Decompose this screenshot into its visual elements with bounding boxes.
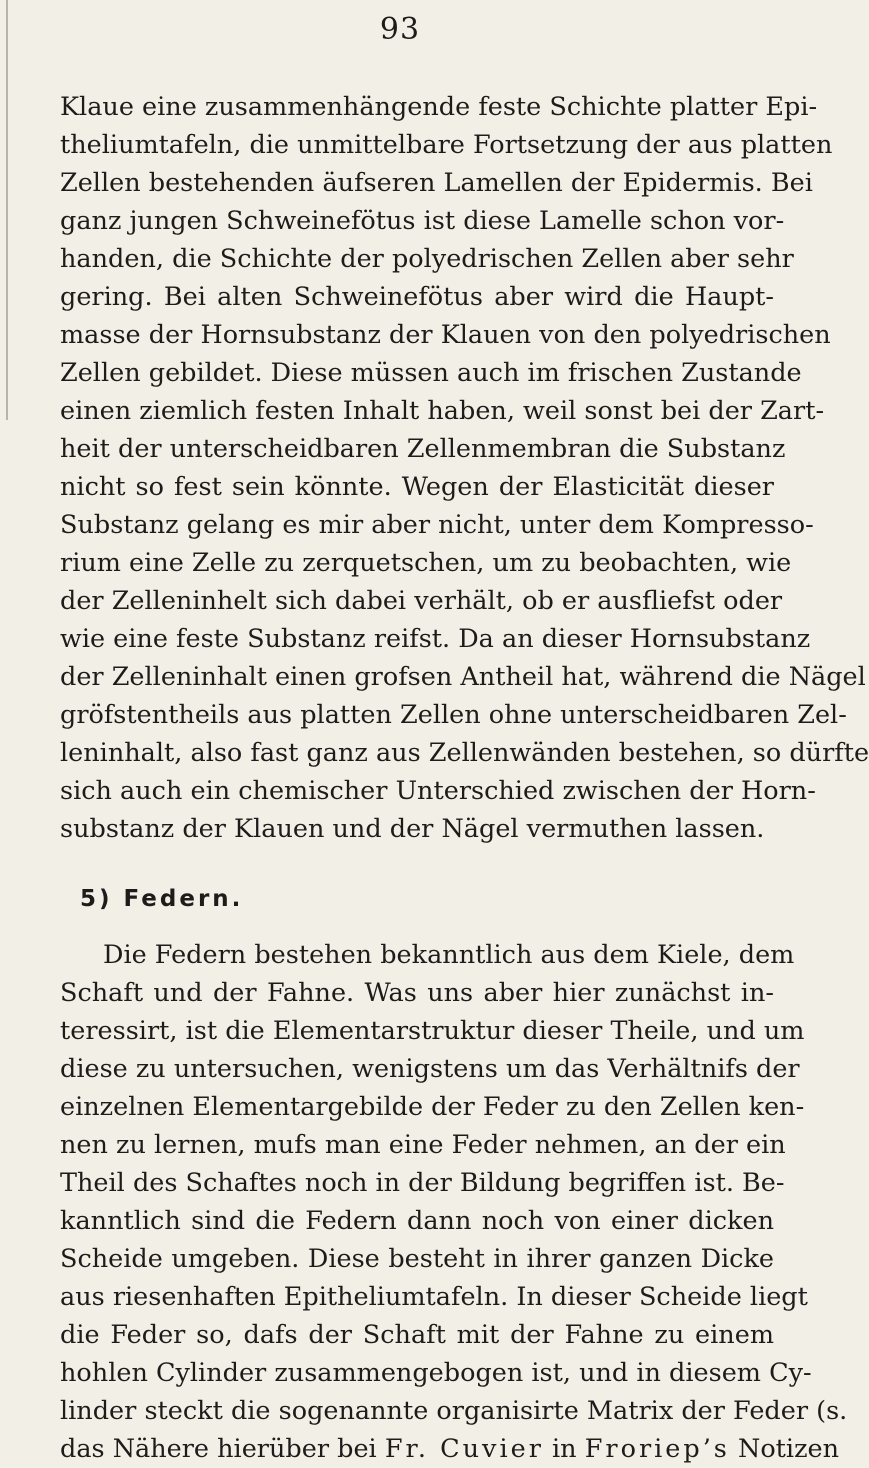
editor-name: Froriep’s (584, 1434, 730, 1464)
text-line: teressirt, ist die Elementarstruktur dieser Theile, und um (60, 1016, 805, 1046)
text-line: ganz jungen Schweinefötus ist diese Lamelle schon vor- (60, 206, 785, 236)
text-line: der Zelleninhelt sich dabei verhält, ob er ausfliefst oder (60, 586, 783, 616)
text-line: diese zu untersuchen, wenigstens um das Verhältnifs der (60, 1054, 800, 1084)
text-line-last (60, 1430, 840, 1468)
last-line-suffix: Notizen (738, 1434, 840, 1464)
text-line: Klaue eine zusammenhängende feste Schichte platter Epi- (60, 92, 818, 122)
text-line: einzelnen Elementargebilde der Feder zu den Zellen ken- (60, 1092, 805, 1122)
text-line: rium eine Zelle zu zerquetschen, um zu beobachten, wie (60, 548, 792, 578)
text-line: Zellen gebildet. Diese müssen auch im frischen Zustande (60, 358, 802, 388)
text-line: kanntlich sind die Federn dann noch von einer dicken (60, 1206, 774, 1236)
text-line: Schaft und der Fahne. Was uns aber hier zunächst in- (60, 978, 774, 1008)
page-number: 93 (379, 12, 421, 47)
text-line: wie eine feste Substanz reifst. Da an dieser Hornsubstanz (60, 624, 811, 654)
text-line: linder steckt die sogenannte organisirte Matrix der Feder (s. (60, 1396, 848, 1426)
last-line-middle: in (552, 1434, 577, 1464)
text-line: der Zelleninhalt einen grofsen Antheil hat, während die Nägel (60, 662, 866, 692)
text-line: hohlen Cylinder zusammengebogen ist, und in diesem Cy- (60, 1358, 812, 1388)
text-line: Zellen bestehenden äufseren Lamellen der Epidermis. Bei (60, 168, 813, 198)
section-heading: 5) Federn. (80, 886, 244, 912)
text-line: Theil des Schaftes noch in der Bildung begriffen ist. Be- (60, 1168, 785, 1198)
text-line: theliumtafeln, die unmittelbare Fortsetzung der aus platten (60, 130, 833, 160)
text-line: sich auch ein chemischer Unterschied zwischen der Horn- (60, 776, 816, 806)
page-binding-edge (6, 0, 8, 420)
text-line: die Feder so, dafs der Schaft mit der Fahne zu einem (60, 1320, 774, 1350)
text-line: Scheide umgeben. Diese besteht in ihrer ganzen Dicke (60, 1244, 774, 1274)
text-line: aus riesenhaften Epitheliumtafeln. In dieser Scheide liegt (60, 1282, 808, 1312)
last-line-prefix: das Nähere hierüber bei (60, 1434, 377, 1464)
text-line: nen zu lernen, mufs man eine Feder nehmen, an der ein (60, 1130, 786, 1160)
text-line: heit der unterscheidbaren Zellenmembran die Substanz (60, 434, 786, 464)
text-line: Die Federn bestehen bekanntlich aus dem Kiele, dem (103, 940, 795, 970)
text-line: handen, die Schichte der polyedrischen Zellen aber sehr (60, 244, 794, 274)
text-line: leninhalt, also fast ganz aus Zellenwänden bestehen, so dürfte (60, 738, 869, 768)
author-name: Fr. Cuvier (384, 1434, 544, 1464)
text-line: gröfstentheils aus platten Zellen ohne unterscheidbaren Zel- (60, 700, 847, 730)
text-line: masse der Hornsubstanz der Klauen von den polyedrischen (60, 320, 831, 350)
text-line: nicht so fest sein könnte. Wegen der Elasticität dieser (60, 472, 774, 502)
text-line: gering. Bei alten Schweinefötus aber wird die Haupt- (60, 282, 774, 312)
text-line: einen ziemlich festen Inhalt haben, weil sonst bei der Zart- (60, 396, 825, 426)
text-line: Substanz gelang es mir aber nicht, unter dem Kompresso- (60, 510, 814, 540)
text-line: substanz der Klauen und der Nägel vermuthen lassen. (60, 814, 765, 844)
